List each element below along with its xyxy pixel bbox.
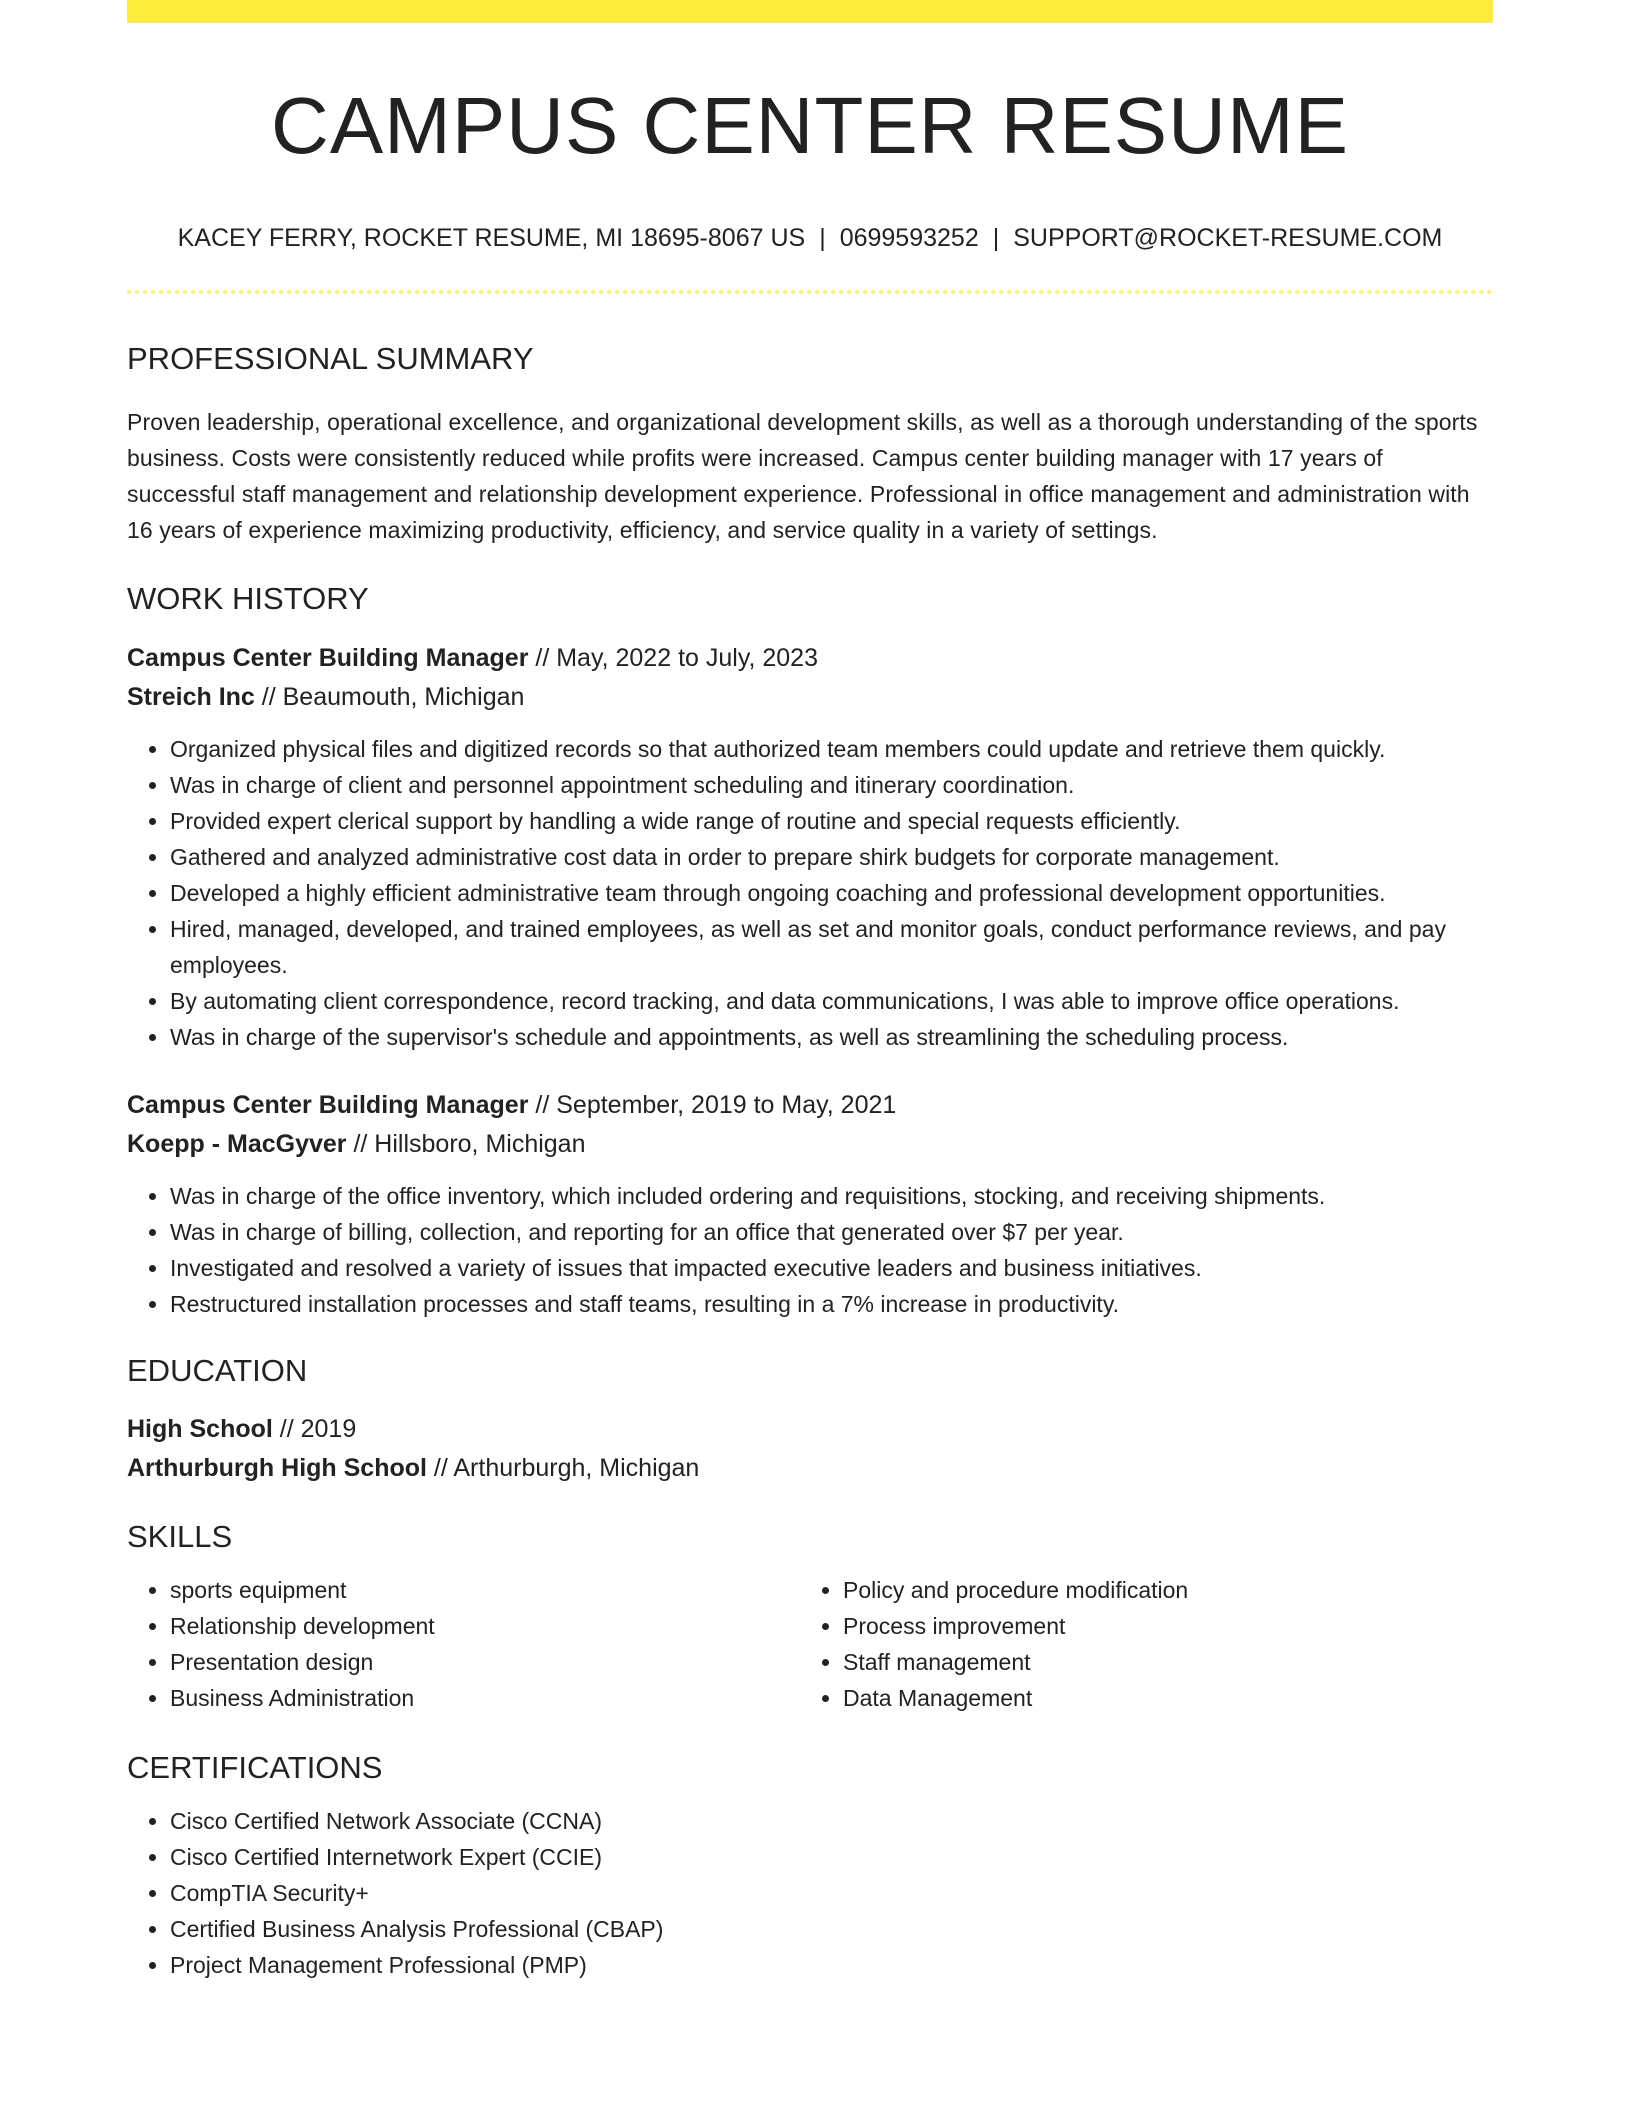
job-bullets <box>127 1178 1493 1322</box>
job-location: // Beaumouth, Michigan <box>254 683 525 711</box>
job-role: Campus Center Building Manager <box>127 1091 529 1119</box>
contact-email: SUPPORT@ROCKET-RESUME.COM <box>1013 224 1443 252</box>
contact-address: KACEY FERRY, ROCKET RESUME, MI 18695-8067 US <box>177 224 806 252</box>
section-title-summary: PROFESSIONAL SUMMARY <box>127 341 534 376</box>
skills-right-column <box>800 1572 1473 1716</box>
certification-item: • Certified Business Analysis Professional (CBAP) <box>170 1911 1493 1947</box>
section-title-work-history: WORK HISTORY <box>127 581 369 616</box>
list-item: • Was in charge of client and personnel appointment scheduling and itinerary coordination. <box>170 767 1493 803</box>
contact-separator: | <box>992 224 1000 252</box>
skill-item: • Business Administration <box>170 1680 800 1716</box>
skill-item: • Staff management <box>843 1644 1473 1680</box>
education-location: // Arthurburgh, Michigan <box>426 1454 700 1482</box>
education-entry <box>127 1410 1493 1488</box>
skill-item: • Policy and procedure modification <box>843 1572 1473 1608</box>
certification-item: • Project Management Professional (PMP) <box>170 1947 1493 1983</box>
top-accent-bar <box>127 0 1493 23</box>
job-dates: // September, 2019 to May, 2021 <box>528 1091 897 1119</box>
job-entry <box>127 1086 1493 1322</box>
education-degree: High School <box>127 1415 273 1443</box>
list-item: • Gathered and analyzed administrative cost data in order to prepare shirk budgets for corporate management. <box>170 839 1493 875</box>
job-company: Streich Inc <box>127 683 255 711</box>
job-company-line <box>127 1125 1493 1164</box>
education-school: Arthurburgh High School <box>127 1454 427 1482</box>
section-title-skills: SKILLS <box>127 1519 233 1554</box>
list-item: • Was in charge of the office inventory, which included ordering and requisitions, stocking, and receiving shipments. <box>170 1178 1493 1214</box>
job-dates: // May, 2022 to July, 2023 <box>528 644 818 672</box>
certification-item: • Cisco Certified Internetwork Expert (CCIE) <box>170 1839 1493 1875</box>
list-item: • Provided expert clerical support by handling a wide range of routine and special requests efficiently. <box>170 803 1493 839</box>
job-company-line <box>127 678 1493 717</box>
skill-item: • Data Management <box>843 1680 1473 1716</box>
job-entry <box>127 639 1493 1055</box>
skill-item: • Relationship development <box>170 1608 800 1644</box>
list-item: • Developed a highly efficient administrative team through ongoing coaching and professional development opportunities. <box>170 875 1493 911</box>
skill-item: • Process improvement <box>843 1608 1473 1644</box>
list-item: • Hired, managed, developed, and trained employees, as well as set and monitor goals, conduct performance reviews, and pay employees. <box>170 911 1493 983</box>
education-school-line <box>127 1449 1493 1488</box>
section-title-certifications: CERTIFICATIONS <box>127 1750 383 1785</box>
contact-separator: | <box>819 224 826 252</box>
skills-grid <box>127 1572 1493 1716</box>
job-bullets <box>127 731 1493 1055</box>
list-item: • Restructured installation processes and staff teams, resulting in a 7% increase in productivity. <box>170 1286 1493 1322</box>
section-title-education: EDUCATION <box>127 1353 308 1388</box>
skill-item: • Presentation design <box>170 1644 800 1680</box>
list-item: • Organized physical files and digitized records so that authorized team members could update and retrieve them quickly. <box>170 731 1493 767</box>
skills-left-column <box>127 1572 800 1716</box>
list-item: • Was in charge of billing, collection, and reporting for an office that generated over $7 per year. <box>170 1214 1493 1250</box>
job-location: // Hillsboro, Michigan <box>346 1130 586 1158</box>
certification-item: • CompTIA Security+ <box>170 1875 1493 1911</box>
resume-title: CAMPUS CENTER RESUME <box>271 81 1349 170</box>
list-item: • Investigated and resolved a variety of issues that impacted executive leaders and business initiatives. <box>170 1250 1493 1286</box>
dotted-divider <box>127 290 1493 294</box>
contact-phone: 0699593252 <box>839 224 979 252</box>
job-title-line <box>127 639 1493 678</box>
skill-item: • sports equipment <box>170 1572 800 1608</box>
list-item: • Was in charge of the supervisor's schedule and appointments, as well as streamlining the scheduling process. <box>170 1019 1493 1055</box>
job-company: Koepp - MacGyver <box>127 1130 347 1158</box>
certification-item: • Cisco Certified Network Associate (CCNA) <box>170 1803 1493 1839</box>
contact-line <box>127 226 1493 251</box>
certifications-list <box>127 1803 1493 1983</box>
resume-page <box>127 0 1493 1983</box>
education-degree-line <box>127 1410 1493 1449</box>
job-role: Campus Center Building Manager <box>127 644 529 672</box>
list-item: • By automating client correspondence, record tracking, and data communications, I was able to improve office operations. <box>170 983 1493 1019</box>
summary-text: Proven leadership, operational excellence, and organizational development skills, as well as a thorough understanding of the sports business. Costs were consistently reduced while profits were increased. Campus center building manager with 17 years of successful staff management and relationship development experience. Professional in office management and administration with 16 years of experience maximizing productivity, efficiency, and service quality in a variety of settings. <box>127 409 1478 543</box>
education-year: // 2019 <box>272 1415 357 1443</box>
job-title-line <box>127 1086 1493 1125</box>
